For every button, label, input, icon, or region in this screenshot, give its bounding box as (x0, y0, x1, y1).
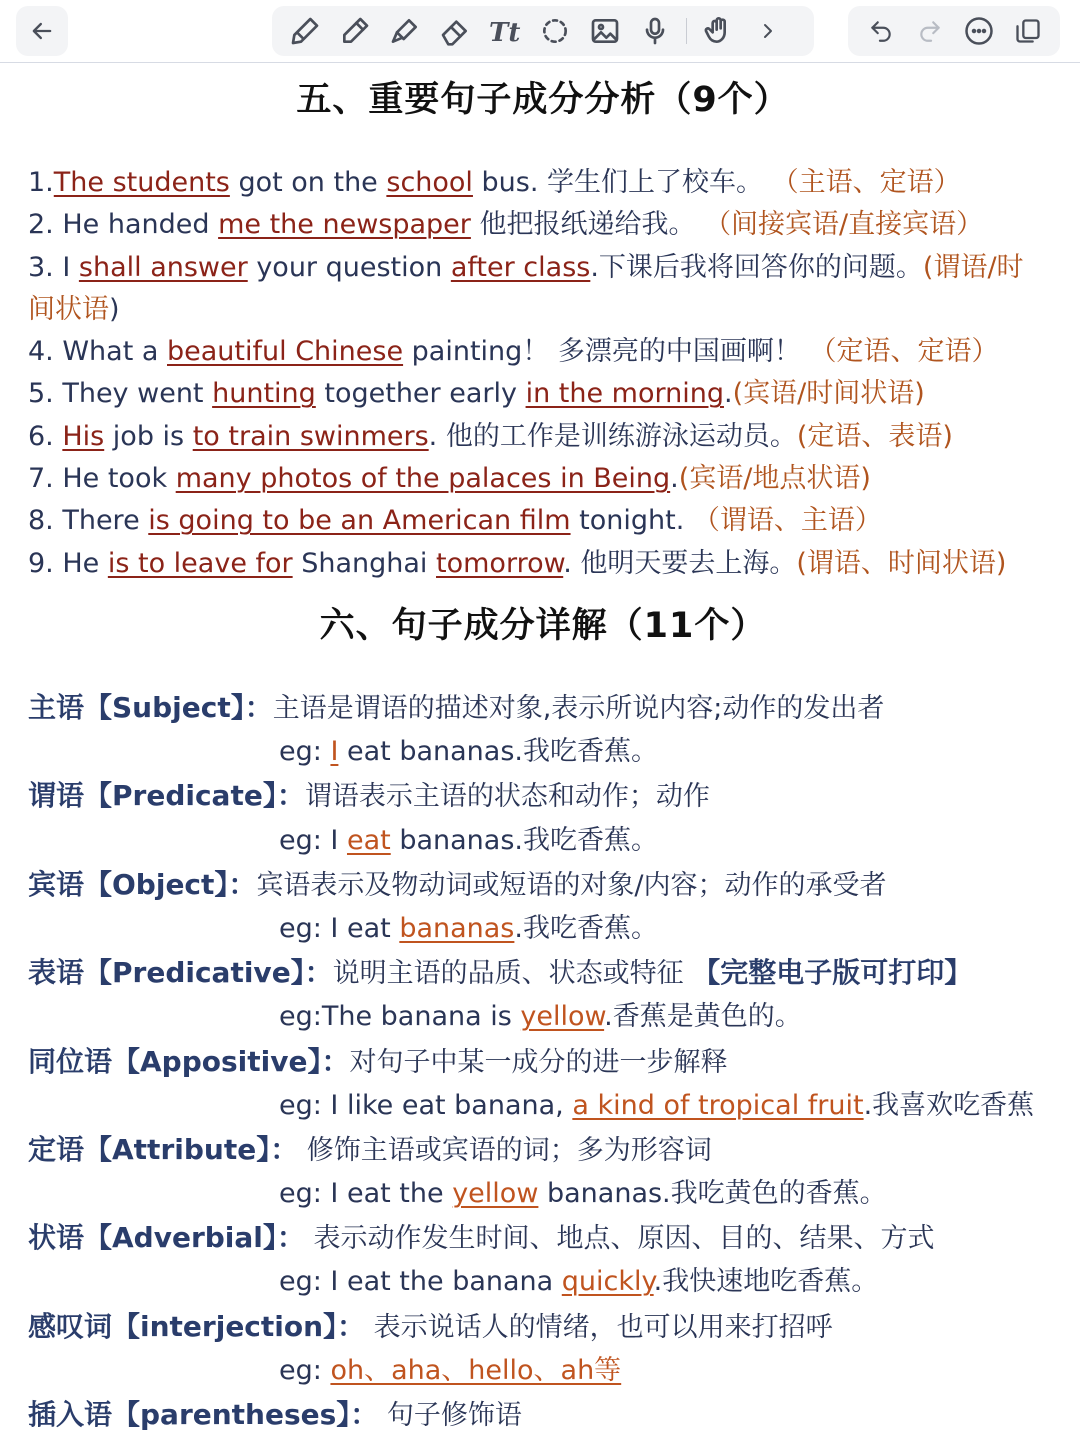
component-definition-row (28, 1040, 1058, 1084)
print-version-note: 【完整电子版可打印】 (692, 956, 973, 990)
component-annotation: （定语、定语） (809, 336, 999, 368)
component-definition: 说明主语的品质、状态或特征 (332, 958, 693, 990)
sentence-item (28, 247, 1058, 289)
component-annotation: (宾语/地点状语) (678, 463, 871, 495)
component-annotation: (谓语/时 (922, 251, 1024, 283)
toolbar-divider (686, 18, 687, 44)
more-button[interactable] (958, 10, 1000, 52)
component-definition: 谓语表示主语的状态和动作；动作 (304, 781, 710, 813)
section-title-key-sentences: 五、重要句子成分分析（9个） (296, 80, 790, 120)
example-row (28, 1349, 1058, 1393)
highlighter-tool[interactable] (384, 10, 426, 52)
pen-tool[interactable] (284, 10, 326, 52)
top-toolbar (0, 0, 1080, 63)
sentence-text: 1. (28, 167, 54, 198)
sentence-text: your question (247, 251, 451, 283)
underlined-component: school (386, 167, 473, 198)
underlined-component: is to leave for (107, 547, 293, 579)
component-definition-row (28, 686, 1058, 730)
sentence-item (28, 458, 1058, 500)
underlined-component: hunting (212, 378, 316, 410)
sentence-list (28, 162, 1058, 585)
component-definition: 主语是谓语的描述对象,表示所说内容;动作的发出者 (272, 693, 885, 724)
component-term: 宾语【Object】： (28, 867, 257, 901)
sentence-item (28, 204, 1058, 246)
component-list (28, 686, 1058, 1437)
highlighter-icon (389, 15, 421, 47)
tool-palette (272, 6, 814, 56)
example-text: .我吃香蕉。 (514, 912, 658, 944)
component-annotation: （间接宾语/直接宾语） (704, 209, 984, 241)
underlined-component: beautiful Chinese (167, 336, 404, 368)
underlined-component: to train swinmers (192, 420, 429, 452)
example-text: bananas.我吃黄色的香蕉。 (538, 1178, 887, 1210)
text-tool-icon (488, 15, 522, 47)
more-icon (964, 16, 994, 46)
component-term: 插入语【parentheses】： (28, 1398, 379, 1431)
example-row (28, 1260, 1058, 1304)
sentence-text: bus. 学生们上了校车。 (472, 167, 772, 198)
underlined-component: me the newspaper (218, 209, 471, 241)
sentence-text: ) (109, 293, 120, 325)
sentence-text: . (723, 378, 733, 410)
chevron-right-icon (756, 19, 780, 43)
text-tool[interactable] (484, 10, 526, 52)
example-text: eg:The banana is (279, 1001, 521, 1033)
example-text: eg: I eat the banana (279, 1266, 562, 1298)
component-definition-row (28, 1305, 1058, 1349)
example-text: bananas.我吃香蕉。 (390, 824, 658, 856)
undo-button[interactable] (860, 10, 902, 52)
section-title-components: 六、句子成分详解（11个） (319, 606, 767, 646)
example-highlight: a kind of tropical fruit (572, 1089, 864, 1121)
svg-text:Tt: Tt (489, 18, 521, 47)
example-text: eg: I eat (279, 912, 400, 944)
component-definition-row (28, 1216, 1058, 1260)
underlined-component: many photos of the palaces in Being (175, 463, 671, 495)
example-text: .我喜欢吃香蕉 (863, 1089, 1035, 1121)
component-definition: 修饰主语或宾语的词；多为形容词 (298, 1134, 712, 1166)
component-definition: 表示动作发生时间、地点、原因、目的、结果、方式 (304, 1223, 935, 1255)
redo-button[interactable] (909, 10, 951, 52)
sentence-item (28, 162, 1058, 204)
underlined-component: His (62, 420, 105, 452)
sentence-item (28, 416, 1058, 458)
pages-button[interactable] (1007, 10, 1049, 52)
component-annotation: (宾语/时间状语) (732, 378, 925, 410)
more-tools-button[interactable] (747, 10, 789, 52)
image-tool[interactable] (584, 10, 626, 52)
example-highlight: yellow (452, 1178, 539, 1210)
underlined-component: after class (450, 251, 591, 283)
underlined-component: tomorrow (436, 547, 564, 579)
example-highlight: I (330, 736, 339, 768)
redo-icon (917, 18, 943, 44)
component-definition: 句子修饰语 (378, 1400, 522, 1431)
sentence-text: 3. I (28, 251, 79, 283)
sentence-text: . (670, 463, 679, 495)
example-highlight: quickly (561, 1266, 654, 1298)
image-icon (589, 15, 621, 47)
example-highlight: oh、aha、hello、ah等 (330, 1354, 622, 1386)
sentence-text: 4. What a (28, 336, 167, 368)
example-row (28, 819, 1058, 863)
sentence-text: 他把报纸递给我。 (470, 209, 705, 241)
pen-icon (289, 15, 321, 47)
sentence-text: 2. He handed (28, 209, 219, 241)
component-definition-row (28, 1393, 1058, 1437)
component-annotation: （谓语、主语） (692, 505, 882, 537)
component-term: 同位语【Appositive】： (28, 1044, 350, 1078)
component-annotation: （主语、定语） (771, 167, 961, 198)
undo-icon (868, 18, 894, 44)
example-text: .我快速地吃香蕉。 (653, 1266, 879, 1298)
underlined-component: is going to be an American film (148, 505, 571, 537)
microphone-icon (639, 15, 671, 47)
component-definition: 表示说话人的情绪，也可以用来打招呼 (365, 1311, 833, 1343)
sentence-text: . 他明天要去上海。 (563, 547, 797, 579)
example-row (28, 1172, 1058, 1216)
underlined-component: The students (53, 167, 230, 198)
sentence-continuation (28, 289, 1058, 331)
sentence-text: job is (104, 420, 193, 452)
component-annotation: (谓语、时间状语) (796, 547, 1007, 579)
example-text: eg: I eat the (279, 1178, 453, 1210)
component-term: 表语【Predicative】： (28, 956, 333, 990)
component-term: 感叹词【interjection】： (28, 1309, 366, 1343)
sentence-text: .下课后我将回答你的问题。 (590, 251, 923, 283)
back-button[interactable] (16, 6, 68, 56)
sentence-text: 8. There (28, 505, 149, 537)
microphone-tool[interactable] (634, 10, 676, 52)
hand-icon (702, 15, 734, 47)
example-row (28, 1084, 1058, 1128)
actions-group (848, 6, 1060, 56)
lasso-tool[interactable] (534, 10, 576, 52)
sentence-text: together early (315, 378, 526, 410)
example-text: eg: I like eat banana, (279, 1089, 573, 1121)
lasso-icon (539, 15, 571, 47)
example-text: eg: I (279, 824, 347, 856)
sentence-text: Shanghai (292, 547, 437, 579)
component-definition: 对句子中某一成分的进一步解释 (349, 1046, 728, 1078)
sentence-text: painting！ 多漂亮的中国画啊！ (403, 336, 810, 368)
example-text: eat bananas.我吃香蕉。 (338, 736, 658, 768)
eraser-tool[interactable] (434, 10, 476, 52)
sentence-item (28, 543, 1058, 585)
back-arrow-icon (28, 17, 56, 45)
component-term: 定语【Attribute】： (28, 1132, 299, 1166)
sentence-item (28, 373, 1058, 415)
component-definition: 宾语表示及物动词或短语的对象/内容；动作的承受者 (256, 869, 887, 901)
sentence-text: 9. He (28, 547, 108, 579)
example-row (28, 907, 1058, 951)
component-annotation: 间状语 (28, 293, 109, 325)
sentence-item (28, 331, 1058, 373)
component-definition-row (28, 1128, 1058, 1172)
component-term: 谓语【Predicate】： (28, 779, 305, 813)
component-definition-row (28, 951, 1058, 995)
sentence-item (28, 500, 1058, 542)
example-highlight: bananas (399, 912, 515, 944)
component-definition-row (28, 863, 1058, 907)
sentence-text: tonight. (570, 505, 693, 537)
example-text: eg: (279, 736, 331, 768)
hand-tool[interactable] (697, 10, 739, 52)
component-annotation: (定语、表语) (796, 420, 953, 452)
eraser-icon (439, 15, 471, 47)
component-term: 主语【Subject】： (28, 691, 273, 724)
pen-alt-icon (339, 15, 371, 47)
example-row (28, 730, 1058, 774)
sentence-text: . 他的工作是训练游泳运动员。 (428, 420, 797, 452)
component-term: 状语【Adverbial】： (28, 1221, 305, 1255)
sentence-text: 7. He took (28, 463, 176, 495)
example-text: .香蕉是黄色的。 (604, 1001, 802, 1033)
example-highlight: yellow (520, 1001, 605, 1033)
sentence-text: 6. (28, 420, 63, 452)
sentence-text: got on the (229, 167, 387, 198)
underlined-component: shall answer (78, 251, 248, 283)
underlined-component: in the morning (525, 378, 724, 410)
sentence-text: 5. They went (28, 378, 213, 410)
pen-alt-tool[interactable] (334, 10, 376, 52)
example-text: eg: (279, 1354, 331, 1386)
example-row (28, 995, 1058, 1039)
example-highlight: eat (346, 824, 391, 856)
component-definition-row (28, 774, 1058, 818)
pages-icon (1014, 17, 1042, 45)
